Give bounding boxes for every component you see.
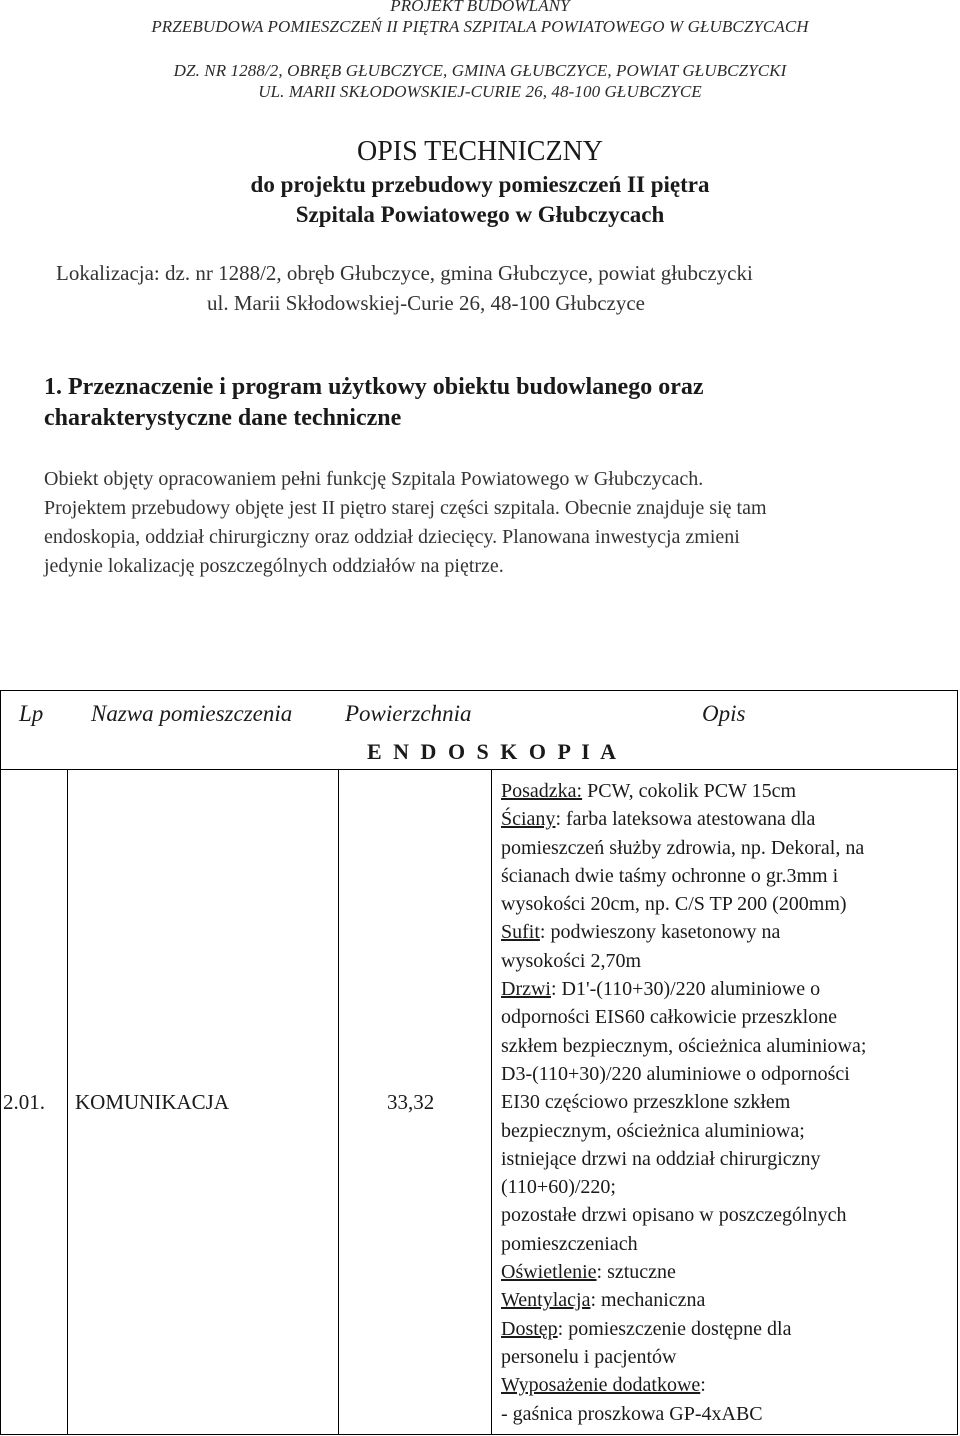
paragraph-line: jedynie lokalizację poszczególnych oddziałów na piętrze.: [44, 555, 504, 577]
column-header-desc: Opis: [702, 701, 746, 726]
desc-line: [501, 1258, 956, 1286]
table-border-top: [0, 690, 958, 691]
desc-line: bezpiecznym, ościeżnica aluminiowa;: [501, 1119, 805, 1142]
section-paragraph: [44, 465, 944, 581]
desc-text: :: [700, 1374, 706, 1397]
desc-text: : farba lateksowa atestowana dla: [555, 808, 816, 831]
row-lp: 2.01.: [3, 1090, 45, 1114]
desc-text: : mechaniczna: [590, 1289, 706, 1312]
desc-line: [501, 1315, 956, 1343]
desc-label-dostep: Dostęp: [501, 1317, 558, 1340]
desc-line: - gaśnica proszkowa GP-4xABC: [501, 1402, 763, 1425]
header-project-name: PRZEBUDOWA POMIESZCZEŃ II PIĘTRA SZPITALA POWIATOWEGO W GŁUBCZYCACH: [151, 17, 809, 36]
paragraph-line: Obiekt objęty opracowaniem pełni funkcję Szpitala Powiatowego w Głubczycach.: [44, 468, 704, 490]
section-heading-line2: charakterystyczne dane techniczne: [44, 405, 402, 431]
desc-line: odporności EIS60 całkowicie przeszklone: [501, 1006, 838, 1029]
row-description: [501, 777, 956, 1428]
column-header-lp: Lp: [19, 701, 44, 726]
desc-label-sciany: Ściany: [501, 808, 556, 831]
desc-line: [501, 918, 956, 946]
desc-line: [501, 1371, 956, 1399]
table-col-divider: [338, 769, 339, 1435]
header-plot: DZ. NR 1288/2, OBRĘB GŁUBCZYCE, GMINA GŁUBCZYCE, POWIAT GŁUBCZYCKI: [173, 61, 787, 80]
document-subtitle-line1: do projektu przebudowy pomieszczeń II piętra: [250, 172, 710, 197]
desc-line: personelu i pacjentów: [501, 1345, 677, 1368]
desc-text: : podwieszony kasetonowy na: [539, 921, 781, 944]
document-subtitle-line2: Szpitala Powiatowego w Głubczycach: [295, 202, 665, 227]
desc-line: pozostałe drzwi opisano w poszczególnych: [501, 1204, 847, 1227]
desc-label-sufit: Sufit: [501, 921, 540, 944]
desc-text: : pomieszczenie dostępne dla: [557, 1317, 792, 1340]
desc-line: [501, 1286, 956, 1314]
document-title: OPIS TECHNICZNY: [356, 136, 604, 167]
table-border-left: [0, 690, 1, 1435]
desc-label-posadzka: Posadzka:: [501, 780, 583, 802]
table-col-divider: [67, 769, 68, 1435]
table-border-group: [0, 769, 958, 770]
desc-line: [501, 777, 956, 805]
desc-line: [501, 975, 956, 1003]
desc-line: EI30 częściowo przeszklone szkłem: [501, 1091, 791, 1114]
desc-line: szkłem bezpiecznym, ościeżnica aluminiowa;: [501, 1034, 867, 1057]
table-border-right: [957, 690, 958, 1435]
location-line2: ul. Marii Skłodowskiej-Curie 26, 48-100 Głubczyce: [207, 291, 646, 315]
desc-line: (110+60)/220;: [501, 1176, 616, 1199]
section-heading: [44, 372, 924, 434]
column-header-name: Nazwa pomieszczenia: [91, 701, 293, 726]
table-col-divider: [491, 769, 492, 1435]
desc-label-wentylacja: Wentylacja: [501, 1289, 591, 1312]
location-line1: Lokalizacja: dz. nr 1288/2, obręb Głubczyce, gmina Głubczyce, powiat głubczycki: [56, 261, 753, 285]
desc-text: : D1'-(110+30)/220 aluminiowe o: [550, 978, 821, 1001]
desc-line: ścianach dwie taśmy ochronne o gr.3mm i: [501, 864, 839, 887]
header-address: UL. MARII SKŁODOWSKIEJ-CURIE 26, 48-100 GŁUBCZYCE: [258, 82, 702, 101]
row-room-name: KOMUNIKACJA: [75, 1090, 230, 1114]
desc-label-oswietlenie: Oświetlenie: [501, 1261, 597, 1284]
desc-line: [501, 805, 956, 833]
row-area: 33,32: [387, 1090, 435, 1114]
desc-text: PCW, cokolik PCW 15cm: [582, 780, 796, 802]
desc-label-drzwi: Drzwi: [501, 978, 551, 1001]
desc-line: wysokości 20cm, np. C/S TP 200 (200mm): [501, 893, 847, 916]
paragraph-line: Projektem przebudowy objęte jest II piętro starej części szpitala. Obecnie znajduje się tam: [44, 497, 767, 519]
desc-line: D3-(110+30)/220 aluminiowe o odporności: [501, 1062, 850, 1085]
desc-line: wysokości 2,70m: [501, 949, 641, 972]
paragraph-line: endoskopia, oddział chirurgiczny oraz oddział dziecięcy. Planowana inwestycja zmieni: [44, 526, 740, 548]
desc-line: pomieszczeniach: [501, 1232, 638, 1255]
desc-line: istniejące drzwi na oddział chirurgiczny: [501, 1147, 821, 1170]
table-border-bottom: [0, 1434, 958, 1435]
desc-label-wyposazenie: Wyposażenie dodatkowe: [501, 1374, 701, 1397]
header-project-type: PROJEKT BUDOWLANY: [390, 0, 570, 15]
table-group-label: E N D O S K O P I A: [367, 739, 619, 764]
column-header-area: Powierzchnia: [345, 701, 472, 726]
desc-line: pomieszczeń służby zdrowia, np. Dekoral, na: [501, 836, 865, 859]
section-heading-line1: 1. Przeznaczenie i program użytkowy obiektu budowlanego oraz: [44, 374, 704, 400]
desc-text: : sztuczne: [596, 1261, 676, 1284]
